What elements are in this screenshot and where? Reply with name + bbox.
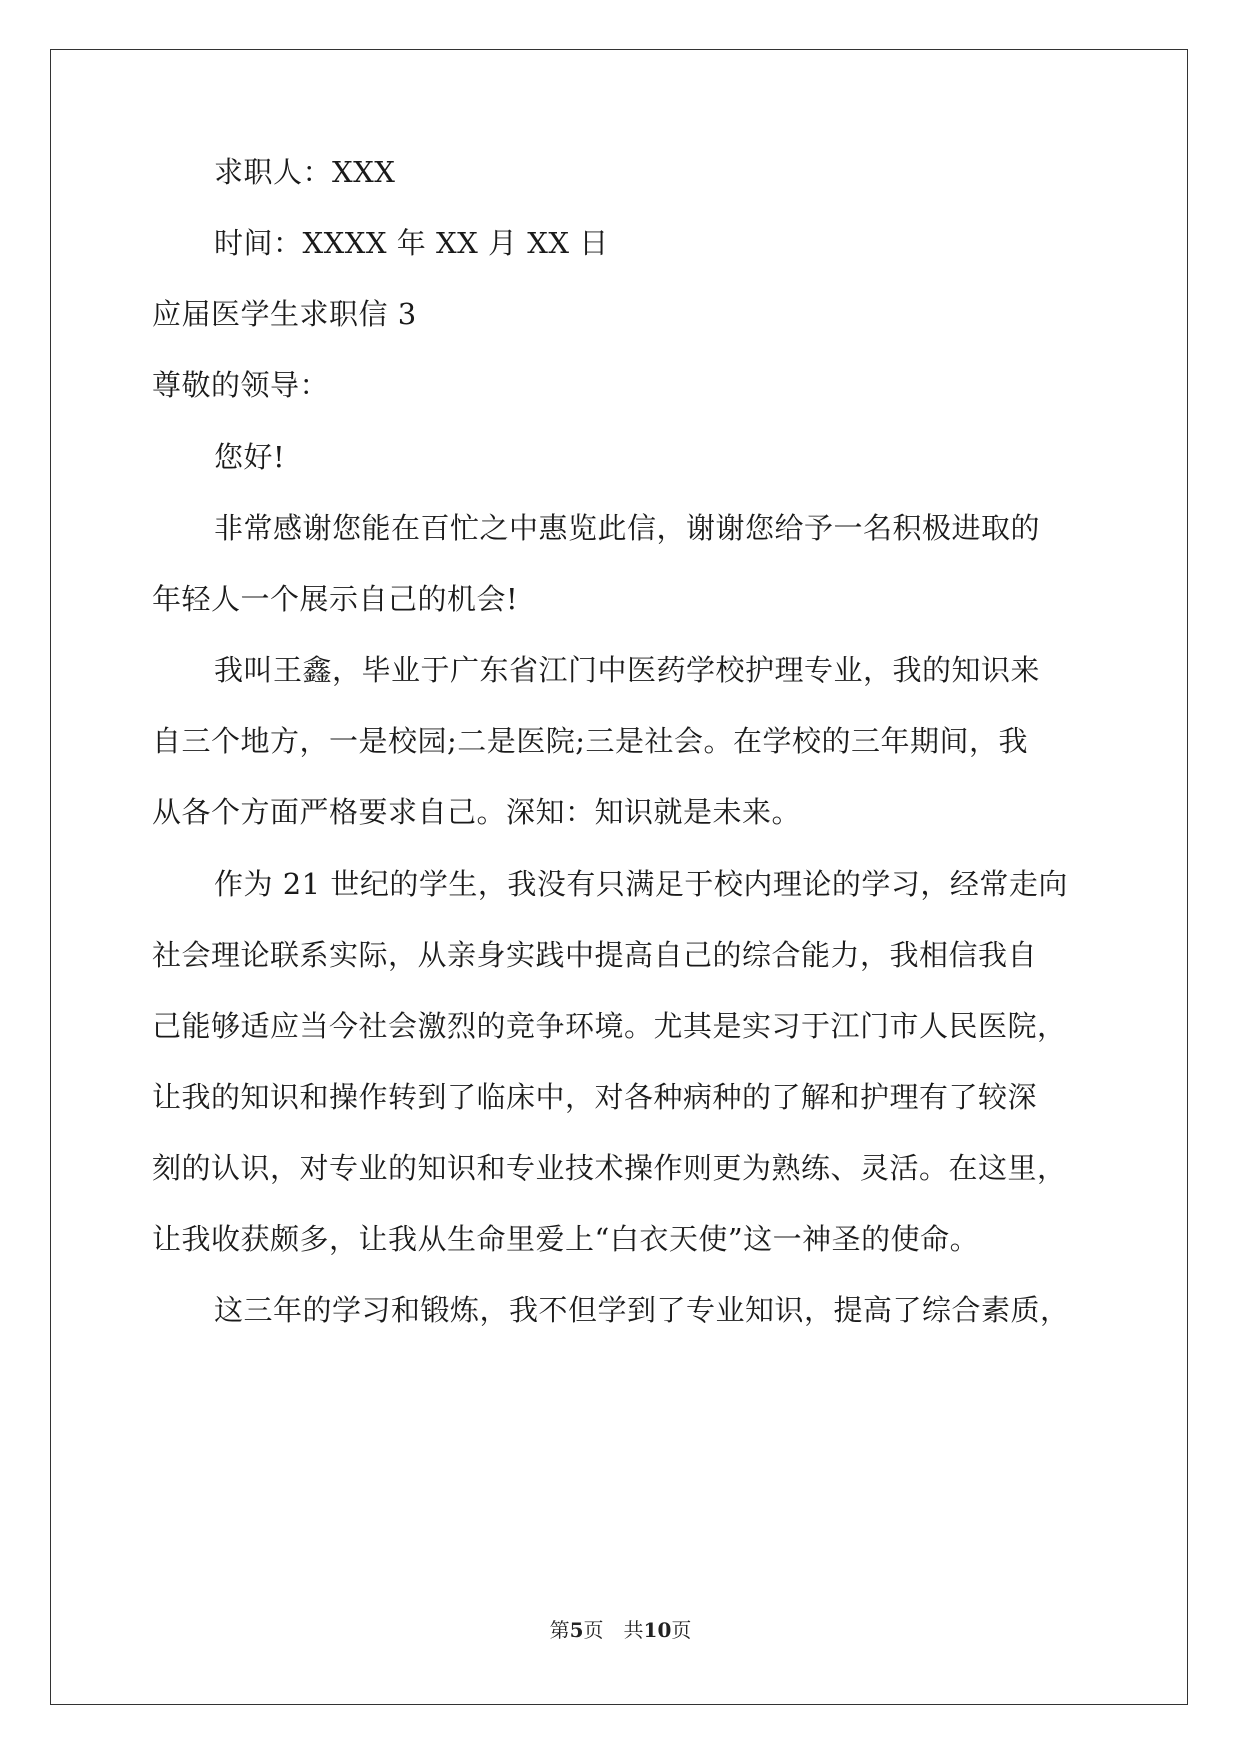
text-line: 求职人：XXX xyxy=(214,155,396,189)
salutation: 尊敬的领导： xyxy=(152,368,330,402)
text-line: 让我收获颇多，让我从生命里爱上“白衣天使”这一神圣的使命。 xyxy=(152,1222,980,1256)
total-suffix: 页 xyxy=(671,1618,692,1642)
page-prefix: 第 xyxy=(549,1618,570,1642)
page-total: 10 xyxy=(643,1618,672,1642)
text-line: 我叫王鑫，毕业于广东省江门中医药学校护理专业，我的知识来 xyxy=(214,653,1041,687)
text-line: 让我的知识和操作转到了临床中，对各种病种的了解和护理有了较深 xyxy=(152,1080,1038,1114)
text-line: 非常感谢您能在百忙之中惠览此信，谢谢您给予一名积极进取的 xyxy=(214,511,1041,545)
greeting: 您好! xyxy=(214,440,286,474)
section-heading: 应届医学生求职信 3 xyxy=(152,297,417,331)
page-current: 5 xyxy=(569,1618,584,1642)
total-prefix: 共 xyxy=(623,1618,644,1642)
text-line: 年轻人一个展示自己的机会! xyxy=(152,582,519,616)
text-line: 刻的认识，对专业的知识和专业技术操作则更为熟练、灵活。在这里， xyxy=(152,1151,1067,1185)
text-line: 作为 21 世纪的学生，我没有只满足于校内理论的学习，经常走向 xyxy=(214,867,1068,901)
text-line: 时间：XXXX 年 XX 月 XX 日 xyxy=(214,226,609,260)
text-line: 从各个方面严格要求自己。深知：知识就是未来。 xyxy=(152,795,802,829)
page-mid: 页 xyxy=(583,1618,604,1642)
text-line: 自三个地方，一是校园;二是医院;三是社会。在学校的三年期间，我 xyxy=(152,724,1029,758)
page-footer xyxy=(0,1617,1241,1643)
text-line: 己能够适应当今社会激烈的竞争环境。尤其是实习于江门市人民医院， xyxy=(152,1009,1067,1043)
text-line: 社会理论联系实际，从亲身实践中提高自己的综合能力，我相信我自 xyxy=(152,938,1038,972)
text-line: 这三年的学习和锻炼，我不但学到了专业知识，提高了综合素质， xyxy=(214,1293,1070,1327)
